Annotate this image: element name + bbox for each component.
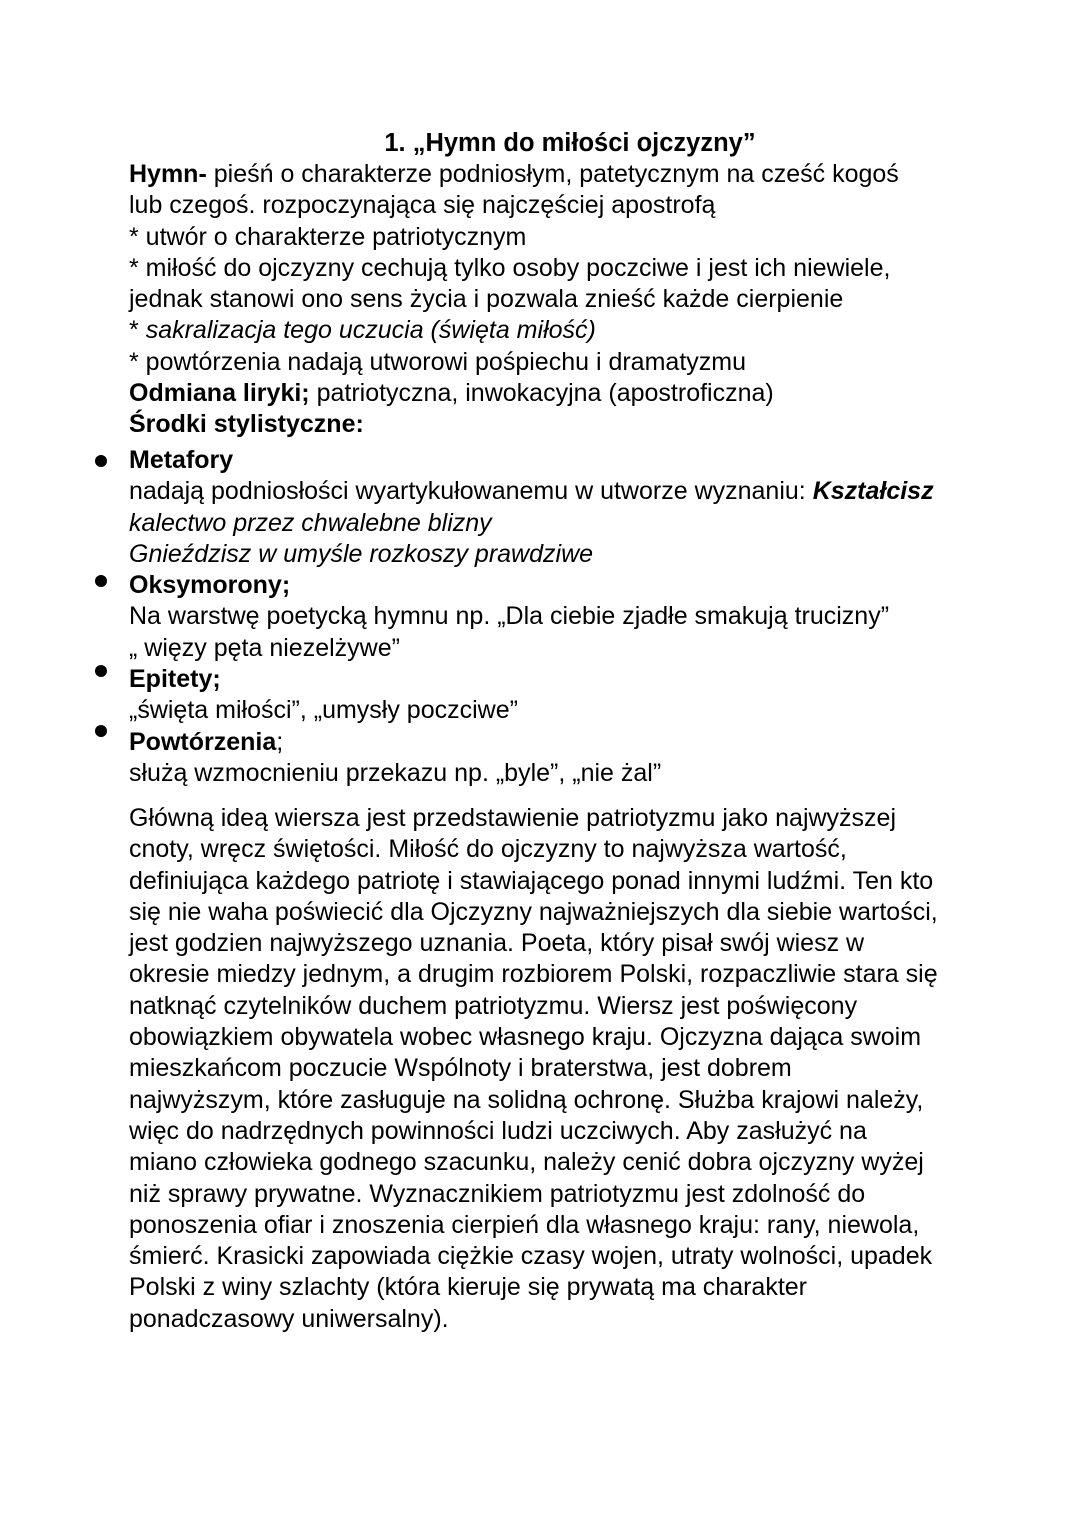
intro-point: * powtórzenia nadają utworowi pośpiechu i dramatyzmu (129, 347, 746, 376)
list-bullet (95, 575, 107, 587)
essay-line: ponadczasowy uniwersalny). (129, 1304, 449, 1333)
intro-point: jednak stanowi ono sens życia i pozwala znieść każde cierpienie (129, 285, 844, 314)
device-line-text: nadają podniosłości wyartykułowanemu w utworze wyznaniu: (129, 477, 813, 506)
essay-line: natknąć czytelników duchem patriotyzmu. Wiersz jest poświęcony (129, 991, 858, 1020)
list-bullet (95, 725, 107, 737)
device-line-quote: Kształcisz (812, 477, 934, 506)
device-name-powtorzenia: Powtórzenia (129, 727, 277, 756)
essay-line: Polski z winy szlachty (która kieruje się prywatą ma charakter (129, 1273, 808, 1302)
intro-section (129, 159, 989, 441)
essay-line: ponoszenia ofiar i znoszenia cierpień dla własnego kraju: rany, niewola, (129, 1210, 920, 1239)
device-name-epitety: Epitety; (129, 665, 221, 694)
essay-line: więc do nadrzędnych powinności ludzi uczciwych. Aby zasłużyć na (129, 1116, 867, 1145)
sacral-text: sakralizacja tego uczucia (święta miłość) (145, 316, 596, 345)
lyric-type-line (129, 378, 989, 409)
list-item (129, 727, 989, 790)
intro-point: * miłość do ojczyzny cechują tylko osoby poczciwe i jest ich niewiele, (129, 253, 891, 282)
hymn-term: Hymn- (129, 160, 207, 188)
list-bullet (95, 455, 107, 467)
devices-list (129, 445, 989, 789)
device-name-metafory: Metafory (129, 446, 234, 474)
hymn-definition-text: pieśń o charakterze podniosłym, patetycznym na cześć kogoś (206, 160, 899, 188)
essay-line: definiująca każdego patriotę i stawiającego ponad innymi ludźmi. Ten kto (129, 866, 934, 895)
essay-line: cnoty, wręcz świętości. Miłość do ojczyzny to najwyższa wartość, (129, 835, 847, 864)
essay-line: najwyższym, które zasługuje na solidną ochronę. Służba krajowi należy, (129, 1085, 924, 1114)
page-title: 1. „Hymn do miłości ojczyzny” (384, 129, 756, 157)
list-item (129, 664, 989, 727)
intro-point: * utwór o charakterze patriotycznym (129, 222, 527, 251)
device-line: służą wzmocnieniu przekazu np. „byle”, „nie żal” (129, 758, 662, 787)
list-bullet (95, 665, 107, 677)
list-item (129, 570, 989, 664)
essay-line: jest godzien najwyższego uznania. Poeta, który pisał swój wiesz w (129, 929, 865, 958)
essay-line: się nie waha poświecić dla Ojczyzny najważniejszych dla siebie wartości, (129, 897, 938, 926)
device-name-suffix: ; (276, 727, 284, 756)
hymn-definition-line-1 (129, 159, 989, 190)
lyric-type-label: Odmiana liryki; (129, 379, 310, 408)
list-item (129, 445, 989, 570)
essay-line: śmierć. Krasicki zapowiada ciężkie czasy wojen, utraty wolności, upadek (129, 1242, 933, 1271)
device-name-line (129, 727, 989, 758)
essay-line: miano człowieka godnego szacunku, należy cenić dobra ojczyzny wyżej (129, 1148, 924, 1177)
hymn-definition-line-2: lub czegoś. rozpoczynająca się najczęściej apostrofą (129, 191, 716, 220)
lyric-type-value: patriotyczna, inwokacyjna (apostroficzna) (309, 379, 774, 408)
essay-paragraph (129, 803, 989, 1335)
devices-heading: Środki stylistyczne: (129, 410, 364, 439)
device-name-oksymorony: Oksymorony; (129, 571, 291, 600)
device-line (129, 476, 989, 507)
essay-line: Główną ideą wiersza jest przedstawienie patriotyzmu jako najwyższej (129, 804, 897, 832)
sacral-star: * (129, 316, 146, 345)
device-line: „święta miłości”, „umysły poczciwe” (129, 696, 518, 725)
essay-line: okresie miedzy jednym, a drugim rozbiorem Polski, rozpaczliwie stara się (129, 960, 938, 989)
essay-line: obowiązkiem obywatela wobec własnego kraju. Ojczyzna dająca swoim (129, 1023, 922, 1052)
intro-point-sacral (129, 315, 989, 346)
device-line: Na warstwę poetycką hymnu np. „Dla ciebie zjadłe smakują trucizny” (129, 602, 890, 631)
essay-line: niż sprawy prywatne. Wyznacznikiem patriotyzmu jest zdolność do (129, 1179, 866, 1208)
device-line: „ więzy pęta niezelżywe” (129, 633, 400, 662)
essay-line: mieszkańcom poczucie Wspólnoty i braterstwa, jest dobrem (129, 1054, 792, 1083)
device-line: kalectwo przez chwalebne blizny (129, 508, 492, 537)
device-line: Gnieździsz w umyśle rozkoszy prawdziwe (129, 539, 594, 568)
